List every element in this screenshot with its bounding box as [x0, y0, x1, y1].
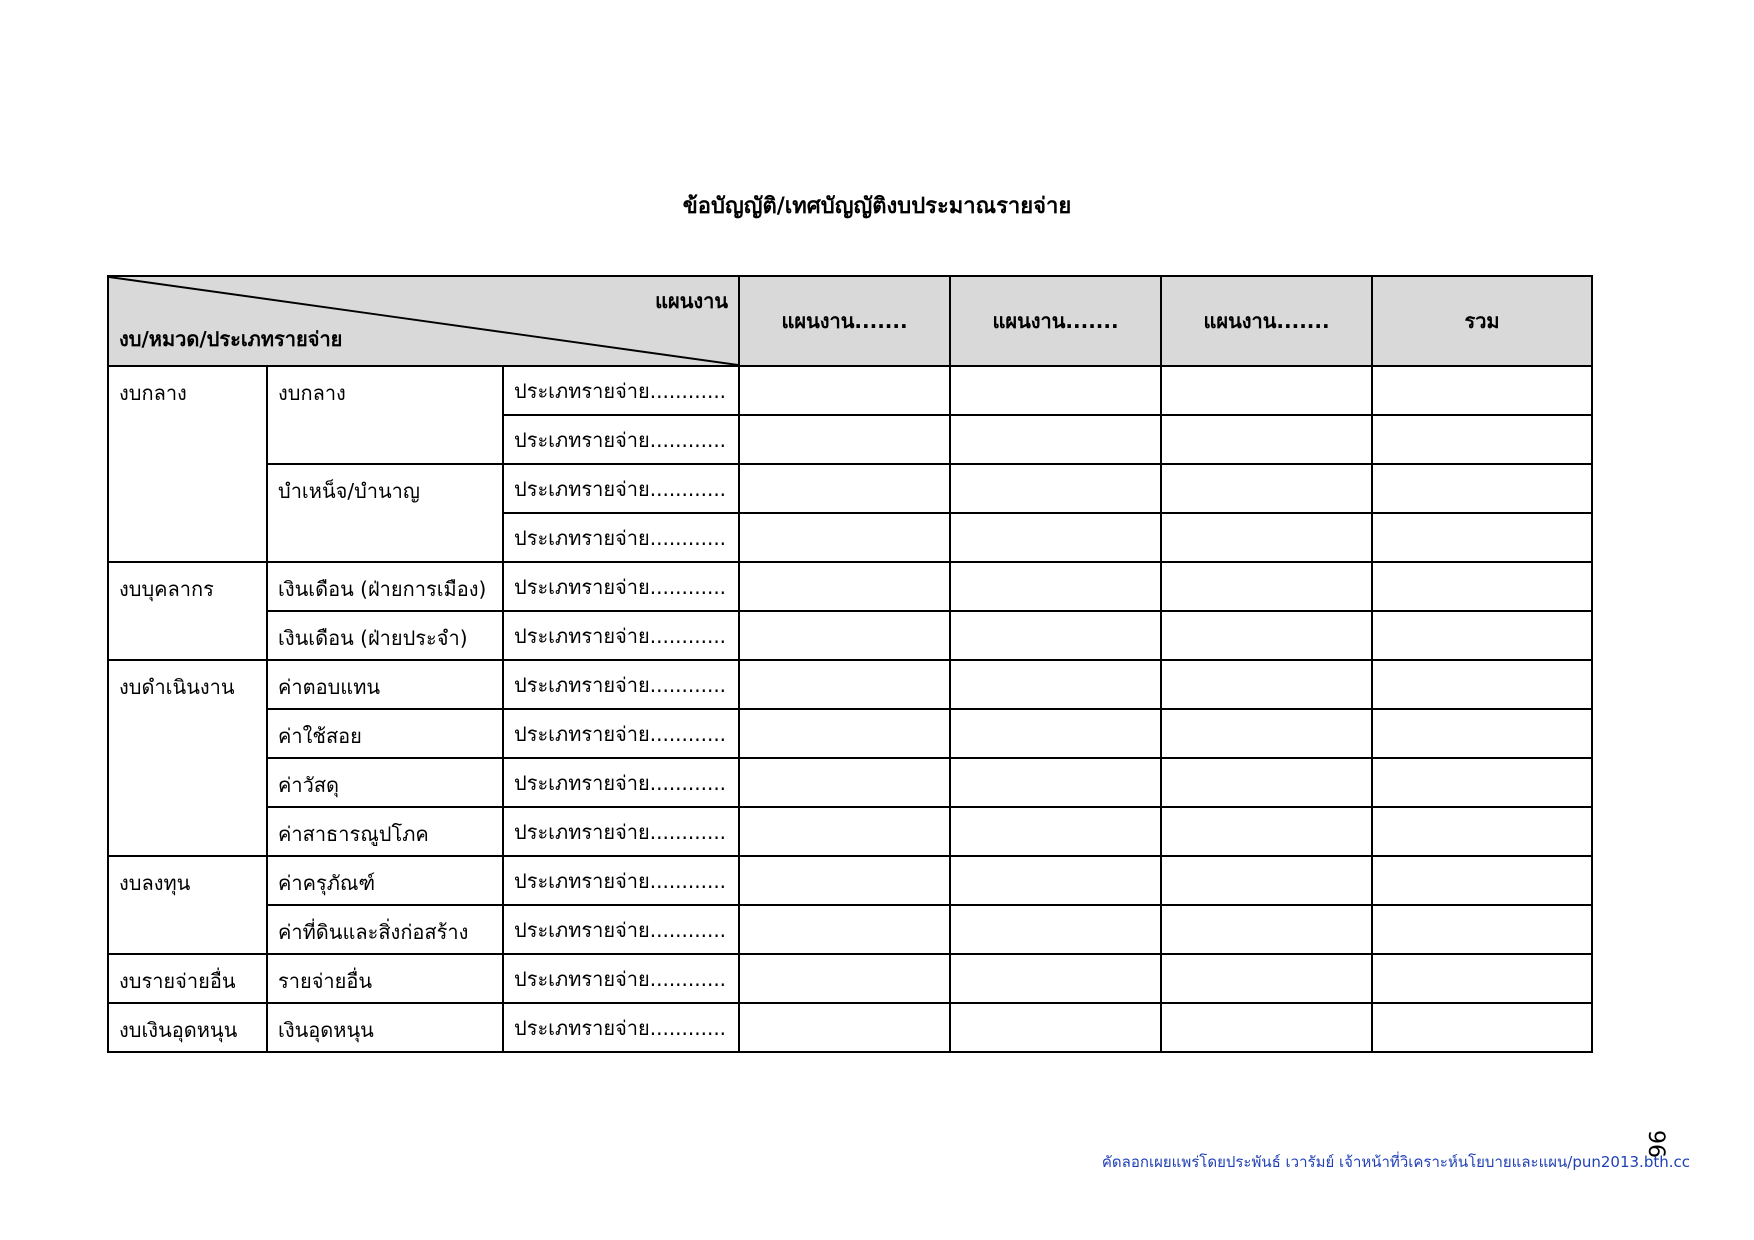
- value-cell: [1161, 807, 1372, 856]
- category-cell: ค่าใช้สอย: [267, 709, 503, 758]
- table-row: [108, 366, 1592, 415]
- value-cell: [950, 954, 1161, 1003]
- value-cell: [950, 856, 1161, 905]
- value-cell: [739, 366, 950, 415]
- value-cell: [1161, 954, 1372, 1003]
- item-cell: ประเภทรายจ่าย............: [503, 562, 739, 611]
- value-cell: [1372, 464, 1592, 513]
- category-cell: เงินอุดหนุน: [267, 1003, 503, 1052]
- value-cell: [739, 464, 950, 513]
- item-cell: ประเภทรายจ่าย............: [503, 758, 739, 807]
- value-cell: [1372, 415, 1592, 464]
- value-cell: [950, 611, 1161, 660]
- value-cell: [739, 905, 950, 954]
- value-cell: [1161, 905, 1372, 954]
- column-header-total: รวม: [1372, 276, 1592, 366]
- item-cell: ประเภทรายจ่าย............: [503, 905, 739, 954]
- table-row: [108, 807, 1592, 856]
- value-cell: [1161, 660, 1372, 709]
- value-cell: [950, 1003, 1161, 1052]
- value-cell: [1161, 562, 1372, 611]
- value-cell: [1372, 709, 1592, 758]
- value-cell: [950, 758, 1161, 807]
- value-cell: [1372, 660, 1592, 709]
- value-cell: [1372, 758, 1592, 807]
- value-cell: [739, 513, 950, 562]
- value-cell: [1372, 611, 1592, 660]
- group-cell: งบดำเนินงาน: [108, 660, 267, 856]
- value-cell: [1161, 415, 1372, 464]
- item-cell: ประเภทรายจ่าย............: [503, 954, 739, 1003]
- value-cell: [1372, 1003, 1592, 1052]
- column-header: แผนงาน.......: [739, 276, 950, 366]
- category-cell: ค่าสาธารณูปโภค: [267, 807, 503, 856]
- diagonal-top-label: แผนงาน: [655, 289, 729, 313]
- value-cell: [1372, 856, 1592, 905]
- value-cell: [739, 954, 950, 1003]
- item-cell: ประเภทรายจ่าย............: [503, 807, 739, 856]
- item-cell: ประเภทรายจ่าย............: [503, 464, 739, 513]
- group-cell: งบลงทุน: [108, 856, 267, 954]
- table-row: [108, 856, 1592, 905]
- table-row: [108, 905, 1592, 954]
- value-cell: [1372, 807, 1592, 856]
- value-cell: [1372, 366, 1592, 415]
- value-cell: [739, 562, 950, 611]
- column-header: แผนงาน.......: [1161, 276, 1372, 366]
- item-cell: ประเภทรายจ่าย............: [503, 366, 739, 415]
- budget-table: [107, 275, 1593, 1053]
- value-cell: [950, 562, 1161, 611]
- category-cell: ค่าที่ดินและสิ่งก่อสร้าง: [267, 905, 503, 954]
- item-cell: ประเภทรายจ่าย............: [503, 611, 739, 660]
- table-row: [108, 709, 1592, 758]
- value-cell: [950, 709, 1161, 758]
- page-number: 96: [1643, 1130, 1668, 1158]
- group-cell: งบเงินอุดหนุน: [108, 1003, 267, 1052]
- value-cell: [739, 807, 950, 856]
- diagonal-header-cell: [108, 276, 739, 366]
- value-cell: [950, 807, 1161, 856]
- value-cell: [1161, 464, 1372, 513]
- value-cell: [1161, 513, 1372, 562]
- value-cell: [1161, 366, 1372, 415]
- value-cell: [950, 415, 1161, 464]
- group-cell: งบบุคลากร: [108, 562, 267, 660]
- value-cell: [1161, 758, 1372, 807]
- diagonal-bottom-label: งบ/หมวด/ประเภทรายจ่าย: [119, 327, 343, 351]
- value-cell: [950, 464, 1161, 513]
- group-cell: งบรายจ่ายอื่น: [108, 954, 267, 1003]
- value-cell: [739, 709, 950, 758]
- table-row: [108, 954, 1592, 1003]
- table-row: [108, 1003, 1592, 1052]
- footer-credit: คัดลอกเผยแพร่โดยประพันธ์ เวารัมย์ เจ้าหน้าที่วิเคราะห์นโยบายและแผน/pun2013.bth.cc: [1101, 1153, 1690, 1171]
- category-cell: ค่าวัสดุ: [267, 758, 503, 807]
- category-cell: บำเหน็จ/บำนาญ: [267, 464, 503, 562]
- value-cell: [739, 611, 950, 660]
- item-cell: ประเภทรายจ่าย............: [503, 856, 739, 905]
- table-row: [108, 562, 1592, 611]
- value-cell: [950, 660, 1161, 709]
- value-cell: [950, 513, 1161, 562]
- table-row: [108, 758, 1592, 807]
- category-cell: เงินเดือน (ฝ่ายการเมือง): [267, 562, 503, 611]
- category-cell: เงินเดือน (ฝ่ายประจำ): [267, 611, 503, 660]
- item-cell: ประเภทรายจ่าย............: [503, 709, 739, 758]
- item-cell: ประเภทรายจ่าย............: [503, 1003, 739, 1052]
- item-cell: ประเภทรายจ่าย............: [503, 415, 739, 464]
- value-cell: [1372, 905, 1592, 954]
- table-row: [108, 464, 1592, 513]
- category-cell: งบกลาง: [267, 366, 503, 464]
- value-cell: [1372, 954, 1592, 1003]
- value-cell: [1161, 709, 1372, 758]
- value-cell: [739, 758, 950, 807]
- value-cell: [1161, 856, 1372, 905]
- table-row: [108, 611, 1592, 660]
- table-row: [108, 660, 1592, 709]
- item-cell: ประเภทรายจ่าย............: [503, 513, 739, 562]
- value-cell: [1161, 1003, 1372, 1052]
- value-cell: [950, 366, 1161, 415]
- value-cell: [950, 905, 1161, 954]
- value-cell: [739, 1003, 950, 1052]
- value-cell: [739, 856, 950, 905]
- value-cell: [1161, 611, 1372, 660]
- category-cell: ค่าครุภัณฑ์: [267, 856, 503, 905]
- group-cell: งบกลาง: [108, 366, 267, 562]
- value-cell: [739, 660, 950, 709]
- header-row: [108, 276, 1592, 366]
- value-cell: [1372, 513, 1592, 562]
- column-header: แผนงาน.......: [950, 276, 1161, 366]
- value-cell: [739, 415, 950, 464]
- category-cell: รายจ่ายอื่น: [267, 954, 503, 1003]
- page-title: ข้อบัญญัติ/เทศบัญญัติงบประมาณรายจ่าย: [682, 194, 1072, 219]
- category-cell: ค่าตอบแทน: [267, 660, 503, 709]
- value-cell: [1372, 562, 1592, 611]
- item-cell: ประเภทรายจ่าย............: [503, 660, 739, 709]
